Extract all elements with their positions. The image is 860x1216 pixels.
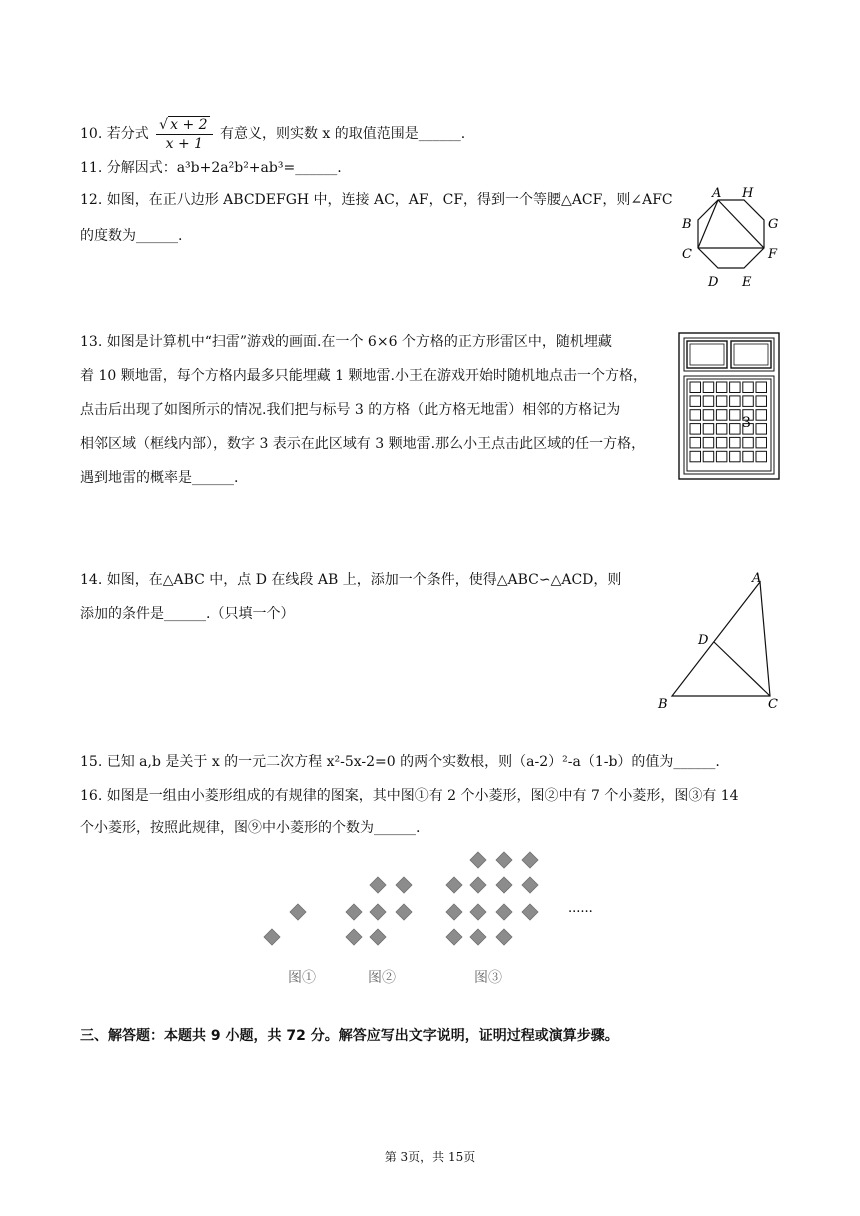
triangle-figure	[652, 566, 792, 716]
grid-cell[interactable]	[756, 451, 767, 462]
label-c: C	[682, 247, 692, 262]
question-12-line2: 的度数为______.	[80, 228, 183, 244]
small-rhombus	[522, 904, 538, 920]
label-a: A	[712, 186, 722, 201]
section-3-heading: 三、解答题：本题共 9 小题，共 72 分。解答应写出文字说明，证明过程或演算步骤。	[80, 1028, 619, 1044]
question-13-line3: 点击后出现了如图所示的情况.我们把与标号 3 的方格（此方格无地雷）相邻的方格记为	[80, 402, 621, 418]
label-e: E	[742, 275, 752, 290]
grid-cell[interactable]	[730, 437, 741, 448]
question-12-line1: 12. 如图，在正八边形 ABCDEFGH 中，连接 AC，AF，CF，得到一个等腰△ACF，则∠AFC	[80, 192, 673, 208]
question-11: 11. 分解因式：a³b+2a²b²+ab³=______.	[80, 160, 342, 176]
grid-cell[interactable]	[703, 437, 714, 448]
label-b2: B	[658, 697, 668, 712]
small-rhombus	[496, 852, 512, 868]
small-rhombus	[470, 877, 486, 893]
segment-cd	[714, 642, 770, 696]
small-rhombus	[522, 877, 538, 893]
pattern-ellipsis: ......	[568, 901, 593, 916]
octagon	[698, 200, 764, 268]
grid-cell[interactable]	[743, 396, 754, 407]
grid-cell[interactable]	[690, 410, 701, 421]
small-rhombus	[446, 877, 462, 893]
small-rhombus	[446, 904, 462, 920]
small-rhombus	[370, 904, 386, 920]
grid-cell[interactable]	[716, 396, 727, 407]
small-rhombus	[496, 929, 512, 945]
grid-cell[interactable]	[716, 437, 727, 448]
label-g: G	[768, 217, 779, 232]
small-rhombus	[290, 904, 306, 920]
small-rhombus	[470, 904, 486, 920]
grid-cell[interactable]	[756, 396, 767, 407]
minesweeper-figure	[678, 332, 780, 480]
small-rhombus	[370, 929, 386, 945]
grid-cell[interactable]	[703, 382, 714, 393]
q10-denominator: x + 1	[165, 135, 204, 152]
grid-cell[interactable]	[716, 424, 727, 435]
grid-cell[interactable]	[690, 437, 701, 448]
question-16-line1: 16. 如图是一组由小菱形组成的有规律的图案，其中图①有 2 个小菱形，图②中有 7 个小菱形，图③有 14	[80, 788, 739, 804]
grid-cell[interactable]	[716, 410, 727, 421]
question-15: 15. 已知 a,b 是关于 x 的一元二次方程 x²-5x-2=0 的两个实数根，则（a-2）²-a（1-b）的值为______.	[80, 754, 720, 770]
page-footer: 第 3页，共 15页	[384, 1150, 476, 1164]
label-c2: C	[768, 697, 778, 712]
grid-cell[interactable]	[730, 451, 741, 462]
grid-cell[interactable]	[716, 382, 727, 393]
caption-fig1: 图①	[288, 970, 316, 986]
question-14-line2: 添加的条件是______.（只填一个）	[80, 606, 295, 622]
small-rhombus	[370, 877, 386, 893]
label-a2: A	[752, 571, 762, 586]
grid-cell[interactable]	[730, 382, 741, 393]
question-16-line2: 个小菱形，按照此规律，图⑨中小菱形的个数为______.	[80, 820, 421, 836]
small-rhombus	[446, 929, 462, 945]
question-13-line4: 相邻区域（框线内部），数字 3 表示在此区域有 3 颗地雷.那么小王点击此区域的任一方格，	[80, 436, 646, 452]
q10-fraction: $\frac{√ x + 2}{x + 1}$	[156, 116, 212, 153]
grid-cell[interactable]	[730, 410, 741, 421]
small-rhombus	[346, 904, 362, 920]
q10-suffix: 有意义，则实数 x 的取值范围是______.	[219, 126, 466, 142]
label-h: H	[742, 186, 754, 201]
question-13-line1: 13. 如图是计算机中“扫雷”游戏的画面.在一个 6×6 个方格的正方形雷区中，随机埋藏	[80, 334, 612, 350]
small-rhombus	[346, 929, 362, 945]
grid-cell[interactable]	[756, 437, 767, 448]
grid-cell[interactable]	[743, 382, 754, 393]
small-rhombus	[470, 929, 486, 945]
small-rhombus	[470, 852, 486, 868]
grid-cell[interactable]	[756, 424, 767, 435]
label-f: F	[768, 247, 778, 262]
small-rhombus	[396, 904, 412, 920]
grid-cell[interactable]	[690, 424, 701, 435]
label-b: B	[682, 217, 692, 232]
grid-cell[interactable]	[703, 451, 714, 462]
question-14-line1: 14. 如图，在△ABC 中，点 D 在线段 AB 上，添加一个条件，使得△ABC∽△ACD，则	[80, 572, 622, 588]
grid-cell[interactable]	[756, 410, 767, 421]
small-rhombus	[496, 904, 512, 920]
grid-number-3: 3	[742, 415, 751, 431]
segment-ac	[698, 200, 718, 248]
grid-cell[interactable]	[690, 382, 701, 393]
small-rhombus	[264, 929, 280, 945]
grid-cell[interactable]	[716, 451, 727, 462]
grid-cell[interactable]	[690, 451, 701, 462]
grid-cell[interactable]	[703, 410, 714, 421]
grid-cell[interactable]	[743, 437, 754, 448]
q10-numerator: x + 2	[170, 116, 208, 133]
question-13-line5: 遇到地雷的概率是______.	[80, 470, 239, 486]
question-10	[80, 114, 465, 154]
small-rhombus	[522, 852, 538, 868]
q10-prefix: 10. 若分式	[80, 126, 149, 142]
grid-cell[interactable]	[703, 396, 714, 407]
rhombus-pattern-figure	[250, 842, 610, 994]
small-rhombus	[496, 877, 512, 893]
grid-cell[interactable]	[690, 396, 701, 407]
octagon-figure	[676, 186, 786, 292]
caption-fig2: 图②	[368, 970, 396, 986]
small-rhombus	[396, 877, 412, 893]
grid-cell[interactable]	[730, 396, 741, 407]
label-d: D	[708, 275, 719, 290]
grid-cell[interactable]	[703, 424, 714, 435]
label-d2: D	[698, 633, 709, 648]
caption-fig3: 图③	[474, 970, 502, 986]
triangle-abc	[672, 582, 770, 696]
segment-af	[718, 200, 764, 248]
grid-cell[interactable]	[730, 424, 741, 435]
question-13-line2: 着 10 颗地雷，每个方格内最多只能埋藏 1 颗地雷.小王在游戏开始时随机地点击一个方格，	[80, 368, 647, 384]
grid-cell[interactable]	[743, 451, 754, 462]
grid-cell[interactable]	[756, 382, 767, 393]
